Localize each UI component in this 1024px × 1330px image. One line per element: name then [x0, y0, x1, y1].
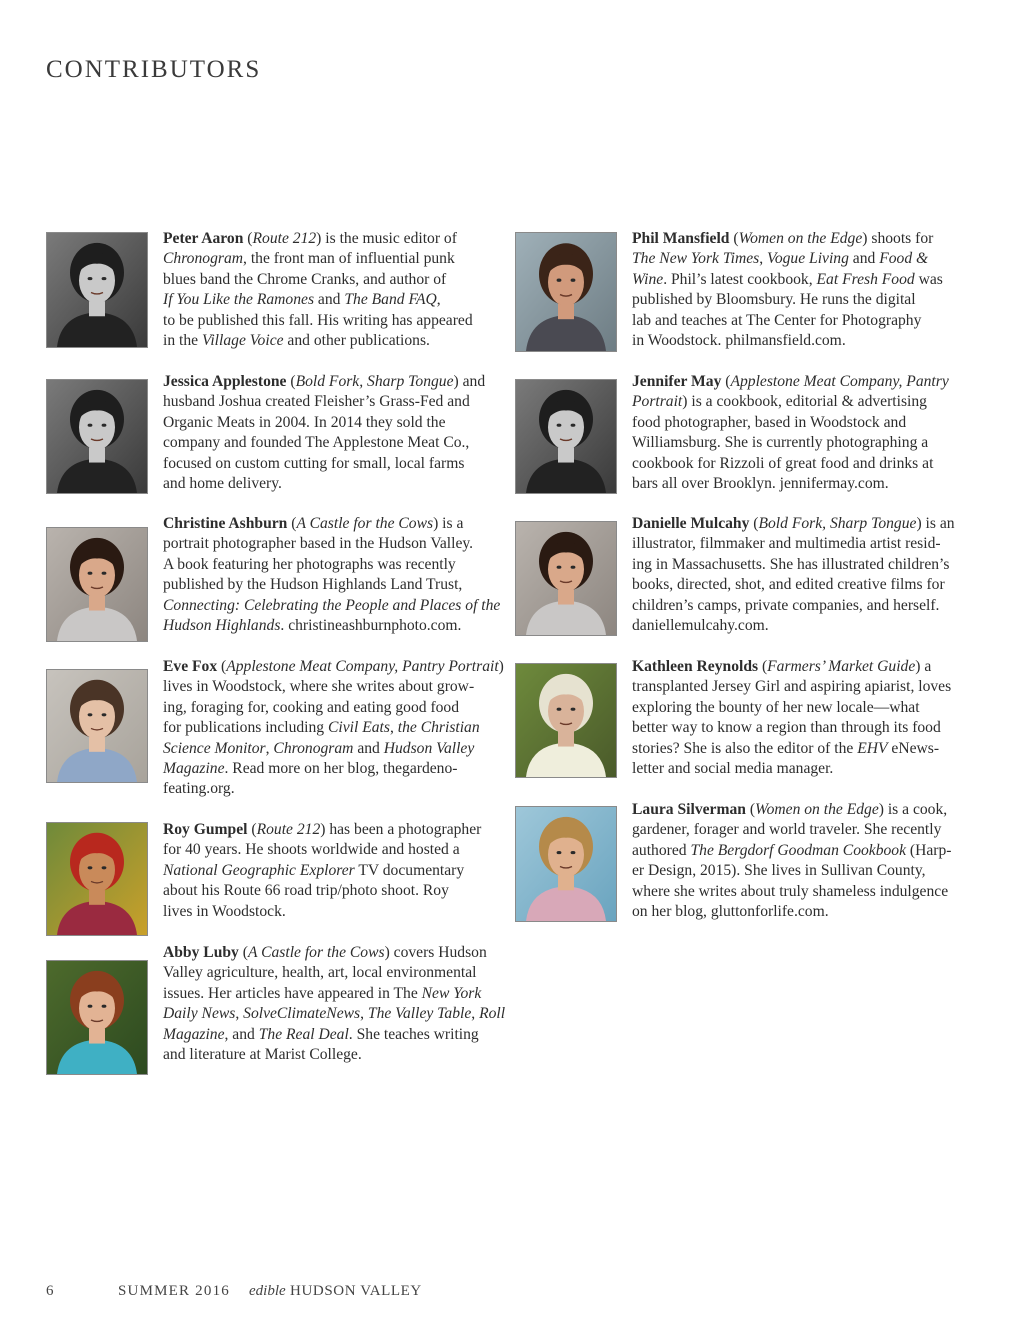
bio-text: husband Joshua created Fleisher’s Grass-Fed and	[163, 393, 470, 411]
contributor-bio-eve-fox	[163, 657, 504, 800]
bio-text: and home delivery.	[163, 475, 282, 493]
italic-title: The Band FAQ	[344, 291, 437, 309]
italic-title: The New York Times	[632, 250, 760, 268]
bio-text: ing in Massachusetts. She has illustrated children’s	[632, 555, 950, 573]
bio-text: ) is a cook,	[878, 801, 948, 818]
bio-text: lives in Woodstock.	[163, 902, 286, 920]
contributor-photo-christine-ashburn	[46, 527, 148, 642]
bio-text: (	[749, 515, 759, 532]
bio-text: gardener, forager and world traveler. She recently	[632, 821, 942, 839]
bio-text: ) covers Hudson	[384, 944, 487, 961]
bio-text: letter and social media manager.	[632, 760, 834, 778]
bio-text: lab and teaches at The Center for Photography	[632, 311, 922, 329]
bio-text: ,	[471, 1005, 480, 1023]
italic-title: Route 212	[252, 230, 317, 247]
bio-text: about his Route 66 road trip/photo shoot. Roy	[163, 882, 449, 900]
portrait-image	[47, 528, 147, 641]
contributor-name: Eve Fox	[163, 658, 218, 675]
contributor-bio-jessica-applestone	[163, 372, 485, 494]
bio-text: published by Bloomsbury. He runs the digital	[632, 291, 916, 309]
bio-text: , and	[224, 1025, 259, 1043]
italic-title: Wine	[632, 270, 664, 288]
contributor-photo-roy-gumpel	[46, 822, 148, 936]
italic-title: Applestone Meat Company, Pantry Portrait	[226, 658, 499, 675]
portrait-image	[47, 233, 147, 347]
bio-text: Valley agriculture, health, art, local environmental	[163, 964, 477, 982]
contributor-bio-christine-ashburn	[163, 514, 500, 636]
contributor-bio-jennifer-may	[632, 372, 949, 494]
bio-text: ) is a	[433, 515, 464, 532]
italic-title: Eat Fresh Food	[816, 270, 915, 288]
contributor-bio-laura-silverman	[632, 800, 952, 922]
bio-text: and	[353, 739, 384, 757]
bio-text: (	[217, 658, 227, 675]
contributor-bio-abby-luby	[163, 943, 505, 1065]
italic-title: Bold Fork, Sharp Tongue	[758, 515, 917, 532]
bio-text: better way to know a region than through its food	[632, 719, 941, 737]
bio-text: TV documentary	[354, 861, 465, 879]
bio-text: cookbook for Rizzoli of great food and drinks at	[632, 454, 934, 472]
contributor-photo-laura-silverman	[515, 806, 617, 922]
bio-text: eNews-	[887, 739, 940, 757]
portrait-image	[516, 380, 616, 493]
bio-text: feating.org.	[163, 780, 235, 798]
bio-text: ) shoots for	[862, 230, 934, 247]
bio-text: (	[287, 515, 297, 532]
bio-text: where she writes about truly shameless indulgence	[632, 882, 949, 900]
italic-title: Women on the Edge	[738, 230, 863, 247]
bio-text: ,	[759, 250, 768, 268]
bio-text: children’s camps, private companies, and herself.	[632, 596, 940, 614]
italic-title: Women on the Edge	[755, 801, 879, 818]
bio-text: was	[914, 270, 943, 288]
bio-text: (	[729, 230, 739, 247]
contributor-bio-roy-gumpel	[163, 820, 481, 922]
contributor-name: Kathleen Reynolds	[632, 658, 759, 675]
portrait-image	[47, 823, 147, 935]
bio-text: portrait photographer based in the Hudson Valley.	[163, 535, 474, 553]
contributor-photo-jennifer-may	[515, 379, 617, 494]
issue-label: SUMMER 2016	[118, 1283, 230, 1299]
bio-text: on her blog, gluttonforlife.com.	[632, 903, 829, 921]
italic-title: Farmers’ Market Guide	[767, 658, 916, 675]
italic-title: Food &	[879, 250, 929, 268]
contributor-photo-eve-fox	[46, 669, 148, 783]
bio-text: and	[848, 250, 880, 268]
italic-title: The Valley Table	[367, 1005, 472, 1023]
bio-text: bars all over Brooklyn. jennifermay.com.	[632, 475, 889, 493]
bio-text: . Read more on her blog, thegardeno-	[224, 760, 458, 778]
bio-text: . Phil’s latest cookbook,	[663, 270, 817, 288]
portrait-image	[516, 807, 616, 921]
contributor-name: Abby Luby	[163, 944, 239, 961]
bio-text: ,	[235, 1005, 244, 1023]
bio-text: for 40 years. He shoots worldwide and hosted a	[163, 841, 460, 859]
portrait-image	[516, 233, 616, 351]
italic-title: Magazine	[163, 1025, 225, 1043]
contributor-name: Roy Gumpel	[163, 821, 248, 838]
contributor-bio-phil-mansfield	[632, 229, 943, 351]
italic-title: Portrait	[632, 393, 683, 411]
italic-title: Connecting: Celebrating the People and Places of the	[163, 596, 501, 614]
italic-title: Village Voice	[201, 332, 284, 350]
bio-text: ) has been a photographer	[320, 821, 482, 838]
contributor-photo-jessica-applestone	[46, 379, 148, 494]
italic-title: Hudson Valley	[383, 739, 475, 757]
bio-text: illustrator, filmmaker and multimedia artist resid-	[632, 535, 941, 553]
bio-text: (	[758, 658, 768, 675]
bio-text: ,	[436, 291, 441, 309]
bio-text: for publications including	[163, 719, 329, 737]
bio-text: daniellemulcahy.com.	[632, 617, 769, 635]
bio-text: )	[498, 658, 504, 675]
bio-text: . She teaches writing	[348, 1025, 479, 1043]
italic-title: A Castle for the Cows	[296, 515, 434, 532]
italic-title: Magazine	[163, 760, 225, 778]
contributor-name: Phil Mansfield	[632, 230, 730, 247]
italic-title: The Real Deal	[258, 1025, 349, 1043]
bio-text: ,	[360, 1005, 368, 1023]
bio-text: ) is a cookbook, editorial & advertising	[682, 393, 927, 411]
contributor-name: Jessica Applestone	[163, 373, 287, 390]
italic-title: Route 212	[256, 821, 321, 838]
italic-title: Hudson Highlands	[163, 617, 281, 635]
page-title: CONTRIBUTORS	[46, 56, 262, 83]
bio-text: ) is an	[916, 515, 955, 532]
italic-title: National Geographic Explorer	[163, 861, 355, 879]
bio-text: stories? She is also the editor of the	[632, 739, 858, 757]
italic-title: Vogue Living	[767, 250, 849, 268]
bio-text: and	[314, 291, 345, 309]
bio-text: (	[247, 821, 257, 838]
bio-text: focused on custom cutting for small, local farms	[163, 454, 465, 472]
bio-text: Williamsburg. She is currently photographing a	[632, 434, 929, 452]
bio-text: ) a	[915, 658, 932, 675]
contributor-photo-kathleen-reynolds	[515, 663, 617, 778]
italic-title: New York	[421, 984, 482, 1002]
bio-text: transplanted Jersey Girl and aspiring apiarist, loves	[632, 678, 952, 696]
italic-title: Daily News	[163, 1005, 236, 1023]
bio-text: and other publications.	[283, 332, 430, 350]
bio-text: ing, foraging for, cooking and eating good food	[163, 698, 460, 716]
contributor-photo-abby-luby	[46, 960, 148, 1075]
portrait-image	[47, 380, 147, 493]
bio-text: A book featuring her photographs was recently	[163, 555, 456, 573]
bio-text: (	[721, 373, 731, 390]
italic-title: Science Monitor	[163, 739, 266, 757]
bio-text: . christineashburnphoto.com.	[280, 617, 462, 635]
bio-text: published by the Hudson Highlands Land Trust,	[163, 576, 463, 594]
contributor-bio-peter-aaron	[163, 229, 473, 351]
italic-title: Bold Fork, Sharp Tongue	[295, 373, 454, 390]
bio-text: issues. Her articles have appeared in The	[163, 984, 422, 1002]
contributor-photo-phil-mansfield	[515, 232, 617, 352]
contributor-name: Danielle Mulcahy	[632, 515, 750, 532]
bio-text: ) is the music editor of	[316, 230, 457, 247]
bio-text: to be published this fall. His writing has appeared	[163, 311, 473, 329]
bio-text: and literature at Marist College.	[163, 1046, 362, 1064]
publication-name	[249, 1283, 422, 1300]
contributor-name: Laura Silverman	[632, 801, 746, 818]
italic-title: Applestone Meat Company, Pantry	[730, 373, 949, 390]
bio-text: food photographer, based in Woodstock and	[632, 413, 907, 431]
portrait-image	[47, 961, 147, 1074]
bio-text: books, directed, shot, and edited creative films for	[632, 576, 945, 594]
contributor-bio-kathleen-reynolds	[632, 657, 951, 779]
brand-italic: edible	[249, 1283, 286, 1299]
bio-text: lives in Woodstock, where she writes about grow-	[163, 678, 475, 696]
bio-text: (	[745, 801, 756, 818]
bio-text: company and founded The Applestone Meat Co.,	[163, 434, 470, 452]
contributor-photo-danielle-mulcahy	[515, 521, 617, 636]
bio-text: Organic Meats in 2004. In 2014 they sold the	[163, 413, 446, 431]
bio-text: , the front man of influential punk	[243, 250, 455, 268]
bio-text: (	[238, 944, 248, 961]
portrait-image	[47, 670, 147, 782]
brand-rest: HUDSON VALLEY	[290, 1283, 422, 1299]
bio-text: blues band the Chrome Cranks, and author of	[163, 270, 447, 288]
italic-title: Roll	[479, 1005, 506, 1023]
contributor-name: Jennifer May	[632, 373, 722, 390]
contributor-name: Christine Ashburn	[163, 515, 288, 532]
bio-text: (Harp-	[906, 841, 952, 859]
bio-text: in the	[163, 332, 202, 350]
contributor-name: Peter Aaron	[163, 230, 244, 247]
bio-text: ,	[389, 719, 398, 737]
contributor-photo-peter-aaron	[46, 232, 148, 348]
italic-title: If You Like the Ramones	[163, 291, 315, 309]
italic-title: Civil Eats	[328, 719, 390, 737]
bio-text: (	[286, 373, 296, 390]
italic-title: SolveClimateNews	[243, 1005, 361, 1023]
bio-text: er Design, 2015). She lives in Sullivan County,	[632, 862, 926, 880]
page-number: 6	[46, 1283, 55, 1299]
bio-text: exploring the bounty of her new locale—what	[632, 698, 920, 716]
contributor-bio-danielle-mulcahy	[632, 514, 955, 636]
portrait-image	[516, 664, 616, 777]
bio-text: ) and	[453, 373, 486, 390]
bio-text: (	[243, 230, 253, 247]
italic-title: Chronogram	[163, 250, 244, 268]
italic-title: EHV	[857, 739, 888, 757]
bio-text: authored	[632, 841, 691, 859]
italic-title: The Bergdorf Goodman Cookbook	[690, 841, 907, 859]
italic-title: A Castle for the Cows	[247, 944, 385, 961]
bio-text: in Woodstock. philmansfield.com.	[632, 332, 846, 350]
bio-text: ,	[265, 739, 274, 757]
portrait-image	[516, 522, 616, 635]
italic-title: Chronogram	[273, 739, 354, 757]
italic-title: the Christian	[397, 719, 480, 737]
